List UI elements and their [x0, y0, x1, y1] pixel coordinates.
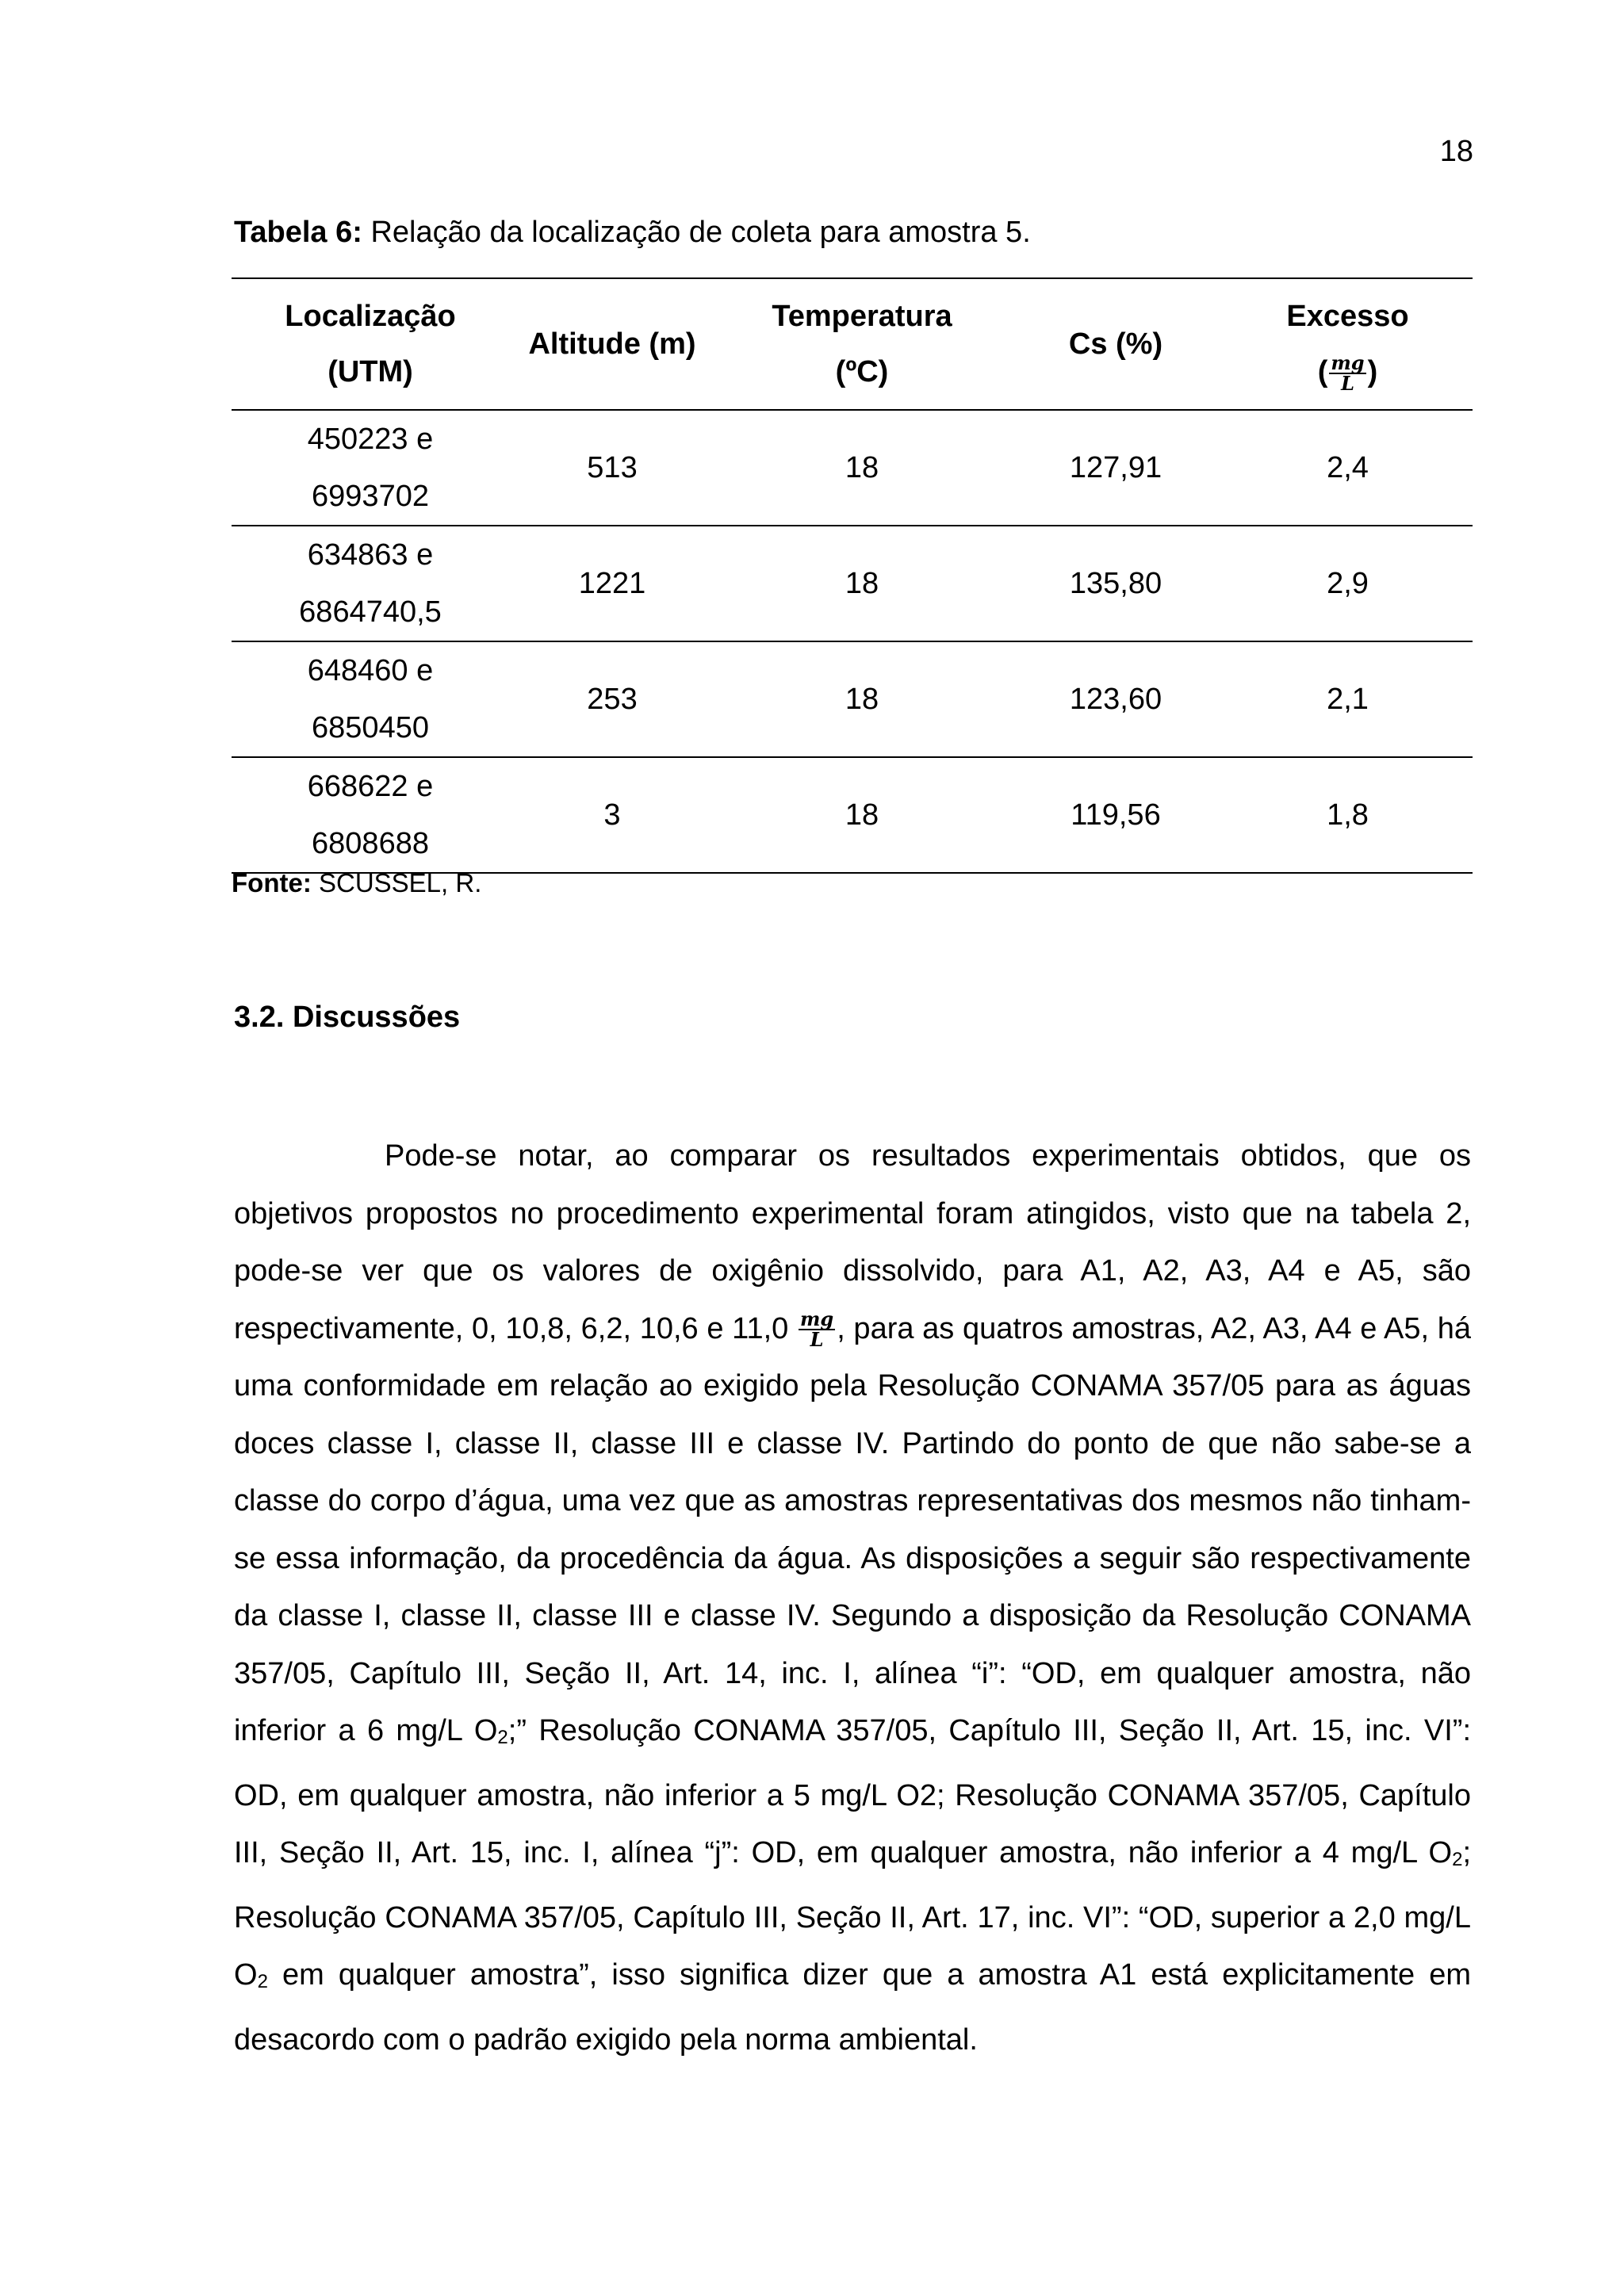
body-paragraph: [234, 1127, 1471, 2068]
table-header-row: [232, 278, 1473, 410]
oxygen-unit-denominator: L: [810, 1328, 824, 1352]
oxygen-unit-fraction: [799, 1307, 835, 1352]
table-row: [232, 410, 1473, 526]
cell-altitude: 1221: [509, 526, 715, 641]
cell-cs: 135,80: [1009, 526, 1223, 641]
header-excess: Excesso ( $\frac{mg}{L}$ ): [1223, 278, 1473, 410]
cell-temperature: 18: [715, 410, 1009, 526]
header-location: [232, 278, 509, 410]
paragraph-text-3: ;” Resolução CONAMA 357/05, Capítulo III, Seção II, Art. 15, inc. VI”: OD, em qualquer amostra, não inferior a 5 mg/L O2; Resolução CONAMA 357/05, Capítulo III, Seção II, Art. 15, inc. I, alínea “j”: OD, em qualquer amostra, não inferior a 4 mg/L O: [234, 1714, 1472, 1869]
header-temperature-line1: Temperatura: [772, 300, 952, 333]
subscript-2: 2: [497, 1727, 508, 1748]
cell-altitude: 3: [509, 757, 715, 873]
table-source-label: Fonte:: [232, 868, 312, 897]
cell-cs: 127,91: [1009, 410, 1223, 526]
header-location-line1: Localização: [285, 300, 456, 333]
header-temperature-line2: (ºC): [835, 355, 889, 388]
cell-altitude: 513: [509, 410, 715, 526]
paragraph-text-2: , para as quatros amostras, A2, A3, A4 e A5, há uma conformidade em relação ao exigido pela Resolução CONAMA 357/05 para as águas doces classe I, classe II, classe III e classe IV. Partindo do ponto de que não sabe-se a classe do corpo d’água, uma vez que as amostras representativas dos mesmos não tinham-se essa informação, da procedência da água. As disposições a seguir são respectivamente da classe I, classe II, classe III e classe IV. Segundo a disposição da Resolução CONAMA 357/05, Capítulo III, Seção II, Art. 14, inc. I, alínea “i”: “OD, em qualquer amostra, não inferior a 6 mg/L O: [234, 1311, 1471, 1747]
cell-location: 648460 e 6850450: [232, 641, 509, 757]
cell-cs: 119,56: [1009, 757, 1223, 873]
excess-unit-numerator: mg: [1331, 350, 1365, 374]
paragraph-text-4: ; Resolução CONAMA 357/05, Capítulo III, Seção II, Art. 17, inc. VI”: “OD, superior a 2,0 mg/L O: [234, 1836, 1471, 1992]
excess-unit-denominator: L: [1341, 371, 1354, 395]
table-source: [232, 868, 481, 898]
cell-location: 450223 e 6993702: [232, 410, 509, 526]
cell-excess: 1,8: [1223, 757, 1473, 873]
table-caption: [234, 216, 1031, 250]
oxygen-unit-numerator: mg: [800, 1307, 834, 1331]
cell-altitude: 253: [509, 641, 715, 757]
paragraph-text-5: em qualquer amostra”, isso significa dizer que a amostra A1 está explicitamente em desacordo com o padrão exigido pela norma ambiental.: [234, 1958, 1471, 2057]
table-row: [232, 526, 1473, 641]
table-row: [232, 757, 1473, 873]
header-altitude: Altitude (m): [509, 278, 715, 410]
cell-excess: 2,9: [1223, 526, 1473, 641]
table-caption-text: Relação da localização de coleta para amostra 5.: [362, 216, 1031, 249]
table-row: [232, 641, 1473, 757]
excess-unit-fraction: [1329, 350, 1365, 395]
subscript-2: 2: [257, 1971, 268, 1992]
header-excess-line1: Excesso: [1286, 300, 1409, 333]
cell-excess: 2,4: [1223, 410, 1473, 526]
data-table: [232, 277, 1473, 874]
table-source-text: SCUSSEL, R.: [311, 868, 482, 897]
subscript-2: 2: [1452, 1849, 1463, 1870]
header-cs: Cs (%): [1009, 278, 1223, 410]
page-number: 18: [1439, 135, 1473, 168]
cell-location: 634863 e 6864740,5: [232, 526, 509, 641]
cell-temperature: 18: [715, 526, 1009, 641]
paragraph-text-1: Pode-se notar, ao comparar os resultados experimentais obtidos, que os objetivos propostos no procedimento experimental foram atingidos, visto que na tabela 2, pode-se ver que os valores de oxigênio dissolvido, para A1, A2, A3, A4 e A5, são respectivamente, 0, 10,8, 6,2, 10,6 e 11,0: [234, 1139, 1471, 1345]
header-location-line2: (UTM): [327, 355, 413, 388]
cell-temperature: 18: [715, 757, 1009, 873]
table-caption-label: Tabela 6:: [234, 216, 362, 249]
cell-location: 668622 e 6808688: [232, 757, 509, 873]
cell-temperature: 18: [715, 641, 1009, 757]
cell-cs: 123,60: [1009, 641, 1223, 757]
section-heading: 3.2. Discussões: [234, 1001, 461, 1034]
cell-excess: 2,1: [1223, 641, 1473, 757]
header-temperature: [715, 278, 1009, 410]
